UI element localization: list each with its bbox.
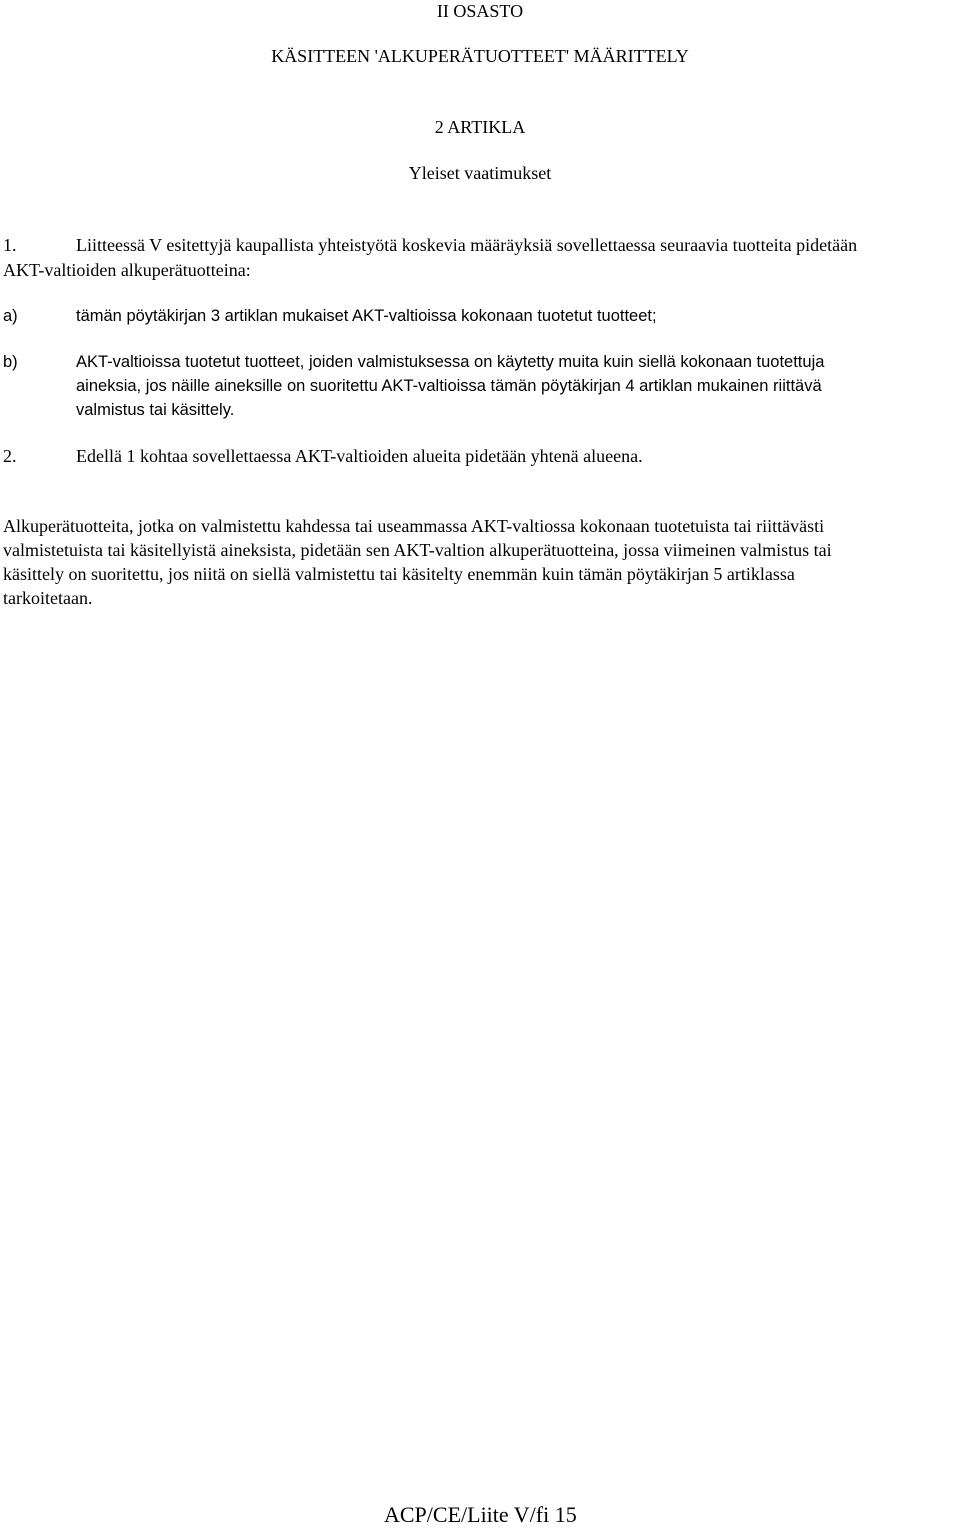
paragraph-number: 2. [3,446,17,466]
paragraph-line: Alkuperätuotteita, jotka on valmistettu kahdessa tai useammassa AKT-valtiossa kokonaan tuotetuista tai riittävästi [3,516,825,536]
list-item-line: valmistus tai käsittely. [76,401,235,419]
list-item-text: tämän pöytäkirjan 3 artiklan mukaiset AKT-valtioissa kokonaan tuotetut tuotteet; [76,307,657,325]
section-title: KÄSITTEEN 'ALKUPERÄTUOTTEET' MÄÄRITTELY [271,46,689,66]
article-heading: 2 ARTIKLA [434,117,526,137]
paragraph-line: Liitteessä V esitettyjä kaupallista yhteistyötä koskevia määräyksiä sovellettaessa seuraavia tuotteita pidetään [76,235,858,255]
page-footer-reference: ACP/CE/Liite V/fi 15 [384,1502,577,1527]
list-item-line: aineksia, jos näille aineksille on suoritettu AKT-valtioissa tämän pöytäkirjan 4 artiklan mukainen riittävä [76,377,822,395]
paragraph-line: käsittely on suoritettu, jos niitä on siellä valmistettu tai käsitelty enemmän kuin tämän pöytäkirjan 5 artiklassa [3,564,795,584]
list-item-label: b) [3,353,18,371]
paragraph-line: valmistetuista tai käsitellyistä aineksista, pidetään sen AKT-valtion alkuperätuotteina, jossa viimeinen valmistus tai [3,540,832,560]
part-heading: II OSASTO [436,1,524,21]
paragraph-3 [3,514,832,610]
paragraph-line: tarkoitetaan. [3,588,93,608]
paragraph-line: AKT-valtioiden alkuperätuotteina: [3,260,251,280]
list-item-line: AKT-valtioissa tuotetut tuotteet, joiden valmistuksessa on käytetty muita kuin siellä kokonaan tuotettuja [76,353,825,371]
article-title: Yleiset vaatimukset [408,163,552,183]
list-item-label: a) [3,307,18,325]
paragraph-text: Edellä 1 kohtaa sovellettaessa AKT-valtioiden alueita pidetään yhtenä alueena. [76,446,643,466]
paragraph-number: 1. [3,235,17,255]
